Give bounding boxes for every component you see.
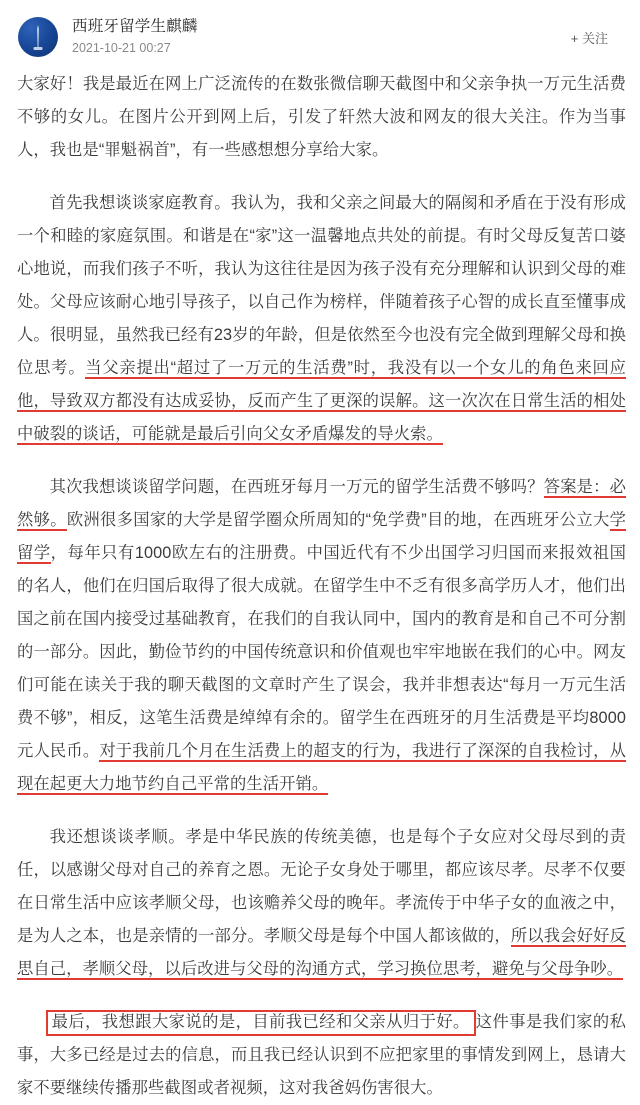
author-block <box>72 17 563 58</box>
author-name[interactable]: 西班牙留学生麒麟 <box>72 17 198 35</box>
tower-avatar-icon[interactable] <box>18 17 58 57</box>
paragraph-text: ，每年只有1000欧左右的注册费。中国近代有不少出国学习归国而来报效祖国的名人，他们在归国后取得了很大成就。在留学生中不乏有很多高学历人才，他们出国之前在国内接受过基础教育，在我们的自我认同中，国内的教育是和自己不可分割的一部分。因此，勤俭节约的中国传统意识和价值观也牢牢地嵌在我们的心中。网友们可能在读关于我的聊天截图的文章时产生了误会，我并非想表达“每月一万元生活费不够”，相反，这笔生活费是绰绰有余的。留学生在西班牙的月生活费是平均8000元人民币。 <box>17 544 626 760</box>
highlighted-text-underline: 所以我会好好反思自己，孝顺父母，以后改进与父母的沟通方式，学习换位思考，避免与父母争吵。 <box>17 927 626 981</box>
highlighted-text-underline: 这一次次在日常生活的相处中破裂的谈话，可能就是最后引向父女矛盾爆发的导火索。 <box>17 392 626 446</box>
paragraph-text: 大家好！我是最近在网上广泛流传的在数张微信聊天截图中和父亲争执一万元生活费不够的女儿。在图片公开到网上后，引发了轩然大波和网友的很大关注。作为当事人，我也是“罪魁祸首”，有一些感想想分享给大家。 <box>17 75 626 159</box>
paragraph-text: 首先我想谈谈家庭教育。我认为，我和父亲之间最大的隔阂和矛盾在于没有形成一个和睦的家庭氛围。和谐是在“家”这一温馨地点共处的前提。有时父母反复苦口婆心地说，而我们孩子不听，我认为这往往是因为孩子没有充分理解和认识到父母的难处。父母应该耐心地引导孩子，以自己作为榜样，伴随着孩子心智的成长直至懂事成人。很明显，虽然我已经有23岁的年龄，但是依然至今也没有完全做到理解父母和换位思考。 <box>17 194 626 377</box>
paragraph-text: 我还想谈谈孝顺。孝是中华民族的传统美德，也是每个子女应对父母尽到的责任，以感谢父母对自己的养育之恩。无论子女身处于哪里，都应该尽孝。尽孝不仅要在日常生活中应该孝顺父母，也该赡养父母的晚年。孝流传于中华子女的血液之中，是为人之本，也是亲情的一部分。孝顺父母是每个中国人都该做的， <box>17 828 626 945</box>
highlighted-text-underline: 对于我前几个月在生活费上的超支的行为，我进行了深深的自我检讨，从现在起更大力地节约自己平常的生活开销。 <box>17 742 626 796</box>
avatar-spire-base-shape <box>34 47 43 50</box>
article-body <box>0 68 640 1105</box>
paragraph-text: 其次我想谈谈留学问题，在西班牙每月一万元的留学生活费不够吗？ <box>49 478 544 496</box>
article-paragraph <box>17 68 626 167</box>
article-paragraph <box>17 471 626 801</box>
avatar-spire-shape <box>37 25 40 50</box>
highlighted-text-underline: 学留学 <box>17 511 626 565</box>
highlighted-text-underline: 当父亲提出“超过了一万元的生活费”时，我没有以一个女儿的角色来回应他，导致双方都没有达成妥协，反而产生了更深的误解。 <box>17 359 626 413</box>
highlighted-text-underline: 答案是：必然够。 <box>17 478 626 532</box>
article-paragraph <box>17 1006 626 1105</box>
article-paragraph <box>17 821 626 986</box>
article-paragraph <box>17 187 626 451</box>
paragraph-text: 欧洲很多国家的大学是留学圈众所周知的“免学费”目的地，在西班牙公立大 <box>66 511 610 529</box>
highlighted-text-box: 最后，我想跟大家说的是，目前我已经和父亲从归于好。 <box>46 1010 476 1036</box>
follow-button[interactable]: + 关注 <box>563 24 616 51</box>
post-timestamp: 2021-10-21 00:27 <box>72 40 171 55</box>
paragraph-text: 这件事是我们家的私事，大多已经是过去的信息，而且我已经认识到不应把家里的事情发到网上，恳请大家不要继续传播那些截图或者视频，这对我爸妈伤害很大。 <box>17 1013 626 1097</box>
post-header <box>0 0 640 68</box>
